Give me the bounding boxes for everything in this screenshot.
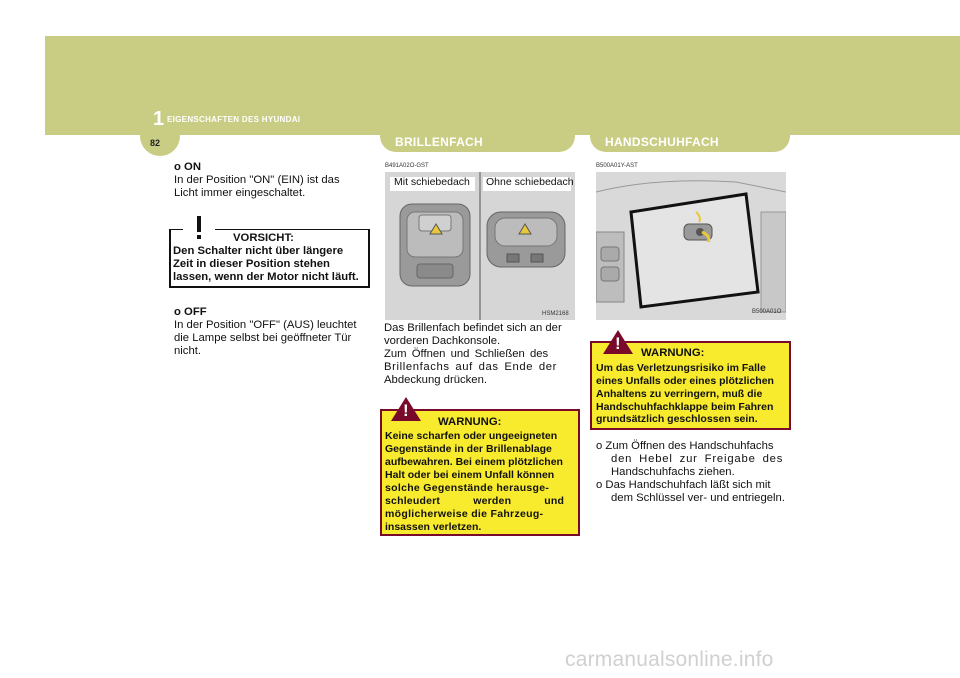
brillenfach-line-2: vorderen Dachkonsole. [384,335,501,347]
section-title-brillenfach: BRILLENFACH [395,135,483,149]
brillenfach-warning-line-7: möglicherweise die Fahrzeug- [385,508,544,520]
brillenfach-warning-line-1: Keine scharfen oder ungeeigneten [385,430,558,442]
off-title: o OFF [174,306,207,318]
section-title-handschuhfach: HANDSCHUHFACH [605,135,719,149]
brillenfach-image-code: HSM2168 [542,311,569,317]
brillenfach-warning-line-5: solche Gegenstände herausge- [385,482,550,494]
brillenfach-line-5: Abdeckung drücken. [384,374,487,386]
on-title: o ON [174,161,201,173]
caution-line-2: Zeit in dieser Position stehen [173,258,330,270]
on-text-line-1: In der Position "ON" (EIN) ist das [174,174,340,186]
watermark: carmanualsonline.info [565,648,774,671]
chapter-title: EIGENSCHAFTEN DES HYUNDAI [167,115,301,124]
page-number: 82 [150,138,161,148]
brillenfach-warning-line-6: schleudert werden und [385,495,565,507]
brillenfach-warning-line-4: Halt oder bei einem Unfall können [385,469,555,481]
handschuhfach-list-1c: Handschuhfachs ziehen. [611,466,735,478]
handschuhfach-warning-line-1: Um das Verletzungsrisiko im Falle [596,362,766,374]
handschuhfach-warning-line-3: Anhaltens zu verringern, muß die [596,388,763,400]
off-line-2: die Lampe selbst bei geöffneter Tür [174,332,352,344]
handschuhfach-warning-line-5: grundsätzlich geschlossen sein. [596,413,758,425]
brillenfach-line-1: Das Brillenfach befindet sich an der [384,322,562,334]
warning-icon-2: ! [603,330,633,354]
handschuhfach-list-2b: dem Schlüssel ver- und entriegeln. [611,492,785,504]
handschuhfach-list-1a: o Zum Öffnen des Handschuhfachs [596,440,774,452]
warning-icon: ! [391,397,421,421]
caution-line-3: lassen, wenn der Motor nicht läuft. [173,271,359,283]
chapter-number: 1 [153,108,165,130]
on-text-line-2: Licht immer eingeschaltet. [174,187,306,199]
handschuhfach-code: B500A01Y-AST [596,163,638,169]
caution-line-1: Den Schalter nicht über längere [173,245,344,257]
label-mit-schiebedach: Mit schiebedach [394,176,470,188]
off-line-1: In der Position "OFF" (AUS) leuchtet [174,319,357,331]
brillenfach-line-4: Brillenfachs auf das Ende der [384,361,557,373]
label-ohne-schiebedach: Ohne schiebedach [486,176,574,188]
brillenfach-warning-title: WARNUNG: [438,416,502,428]
off-line-3: nicht. [174,345,202,357]
brillenfach-warning-line-8: insassen verletzen. [385,521,482,533]
handschuhfach-list-2a: o Das Handschuhfach läßt sich mit [596,479,771,491]
handschuhfach-warning-title: WARNUNG: [641,347,705,359]
caution-icon [183,212,215,244]
handschuhfach-warning-line-4: Handschuhfachklappe beim Fahren [596,401,774,413]
handschuhfach-list-1b: den Hebel zur Freigabe des [611,453,784,465]
glove-box-figure [596,172,786,320]
handschuhfach-warning-line-2: eines Unfalls oder eines plötzlichen [596,375,774,387]
handschuhfach-image-code: B500A01O [752,309,782,315]
brillenfach-warning-line-3: aufbewahren. Bei einem plötzlichen [385,456,563,468]
caution-title: VORSICHT: [233,232,294,244]
sunglasses-holder-figure [385,172,575,320]
brillenfach-warning-line-2: Gegenstände in der Brillenablage [385,443,552,455]
brillenfach-code: B491A02O-GST [385,163,429,169]
brillenfach-line-3: Zum Öffnen und Schließen des [384,348,549,360]
